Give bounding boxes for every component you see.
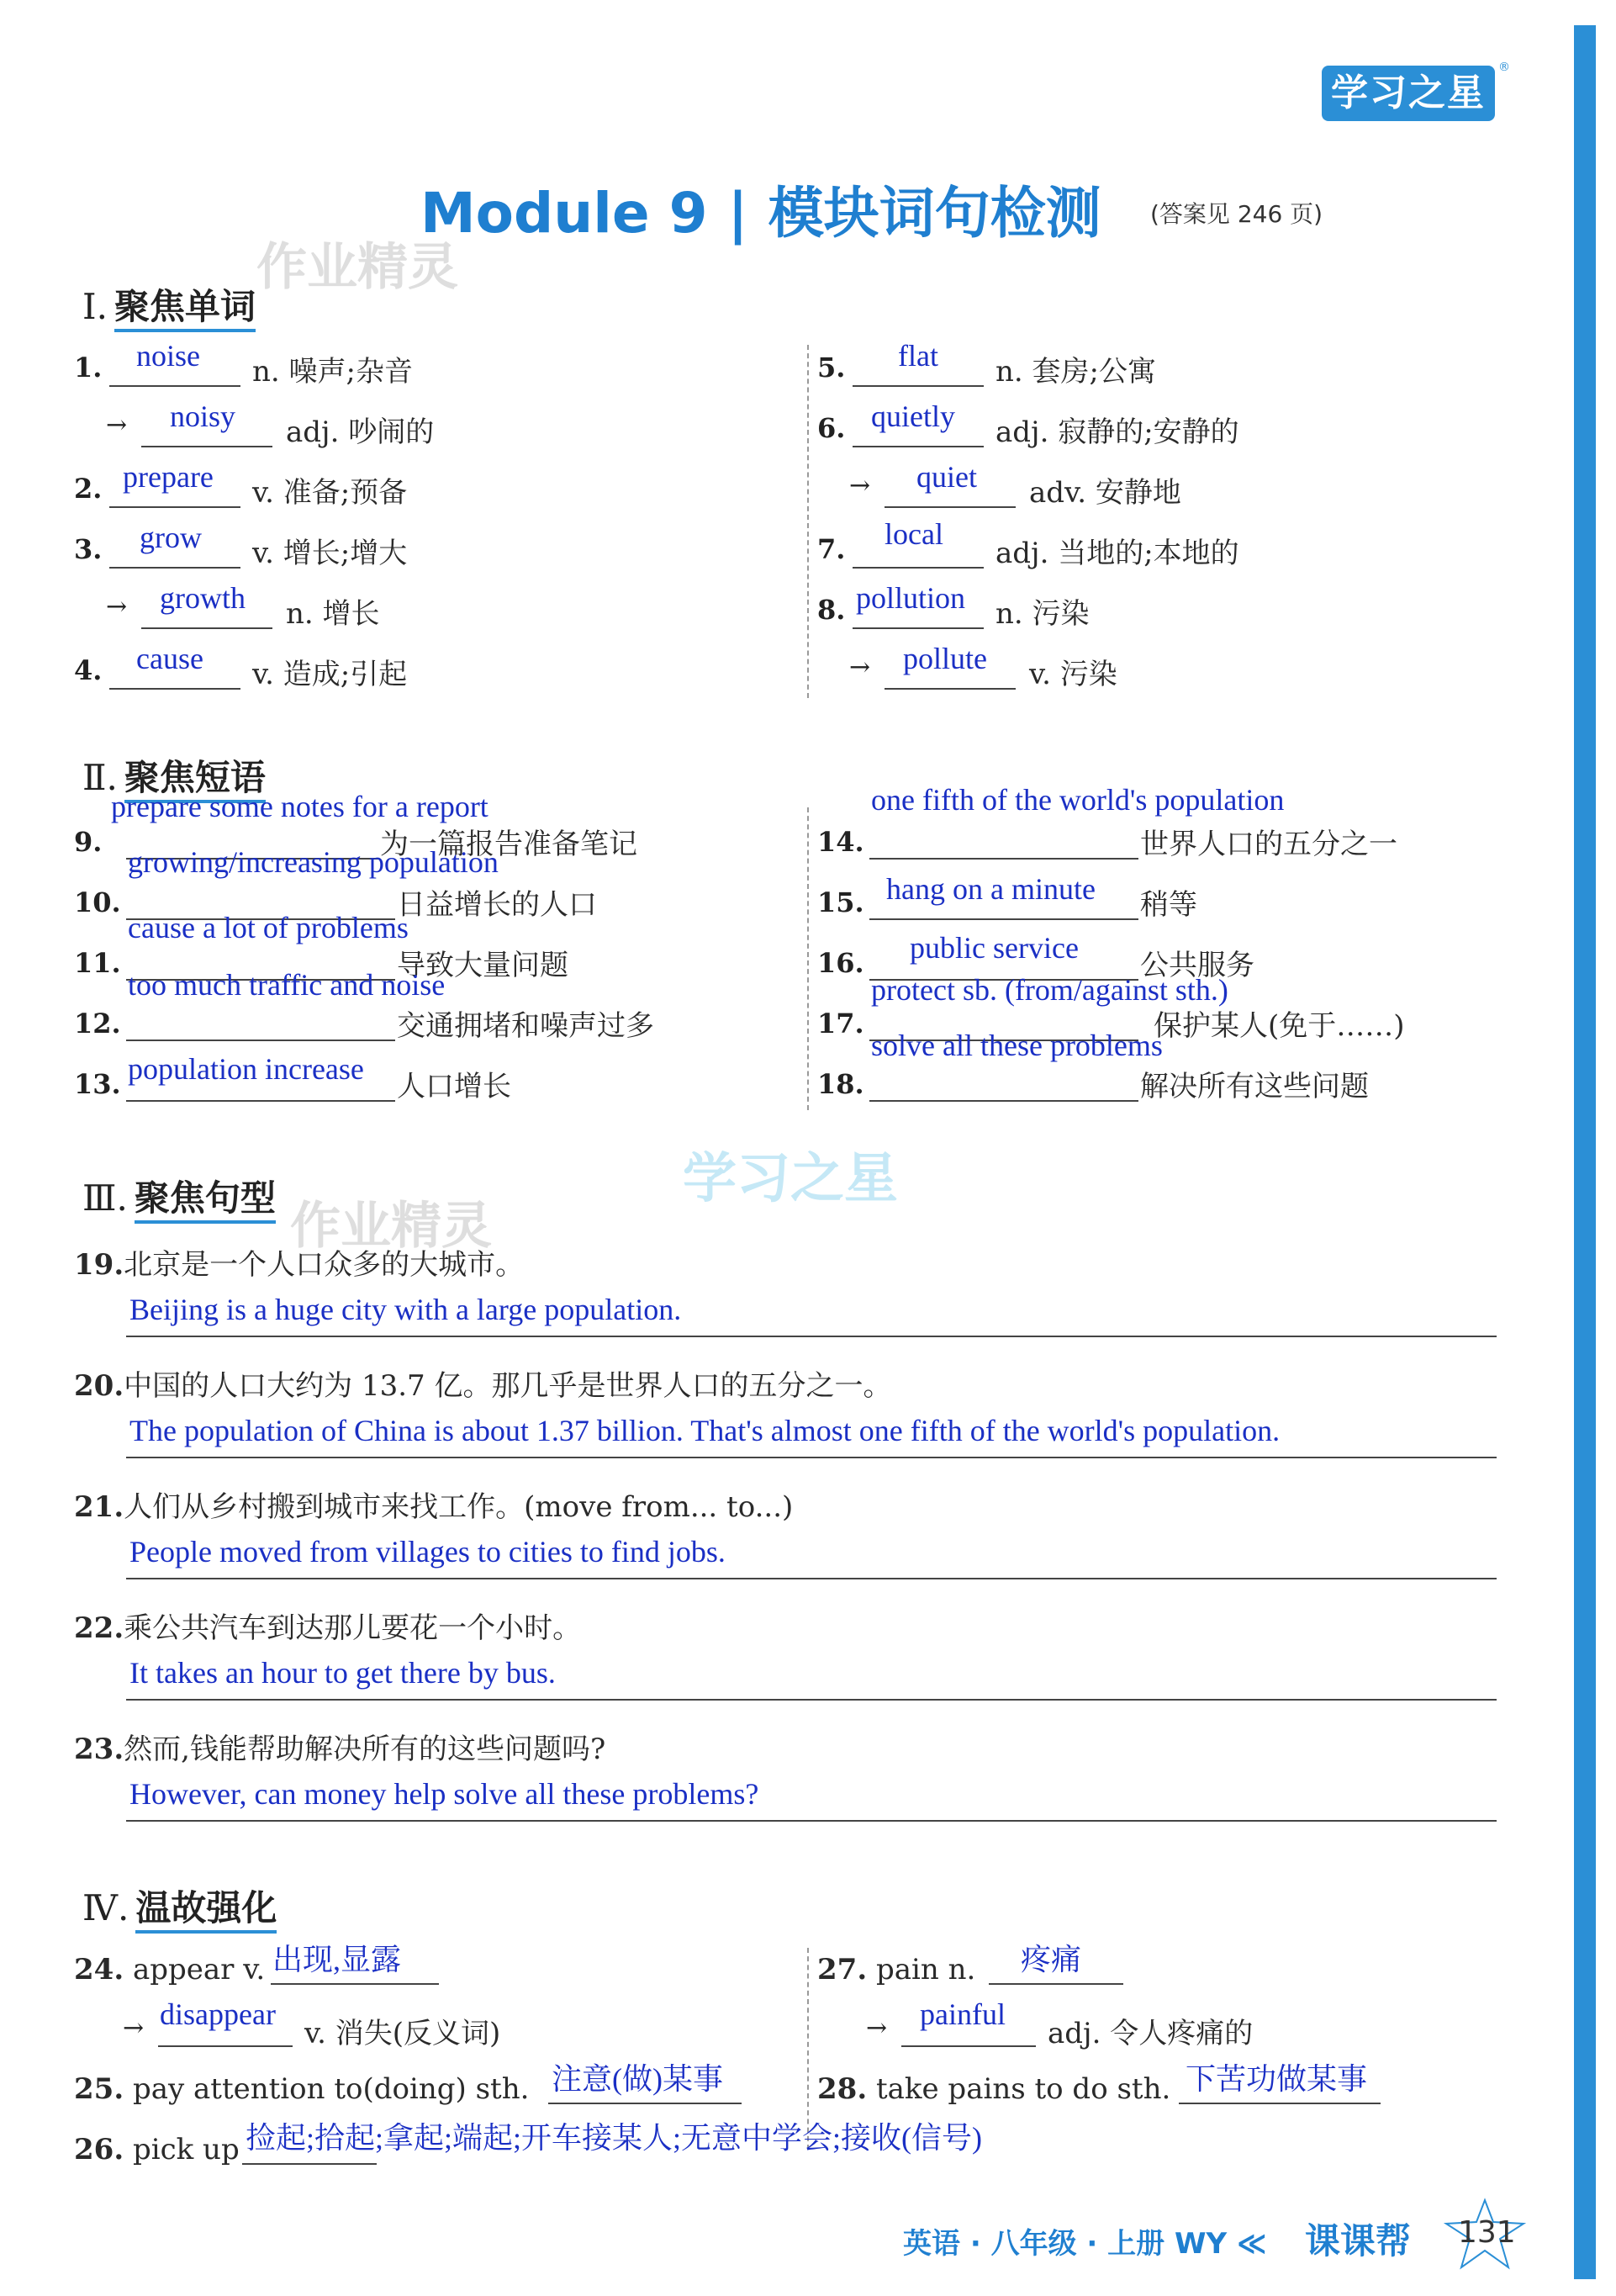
- review-prompt: 24. appear v.: [74, 1953, 266, 1987]
- answer-blank: [271, 1983, 439, 1985]
- item-number: 12.: [74, 1008, 121, 1040]
- definition: 为一篇报告准备笔记: [380, 828, 637, 861]
- watermark-logo: 学习之星: [683, 1148, 898, 1210]
- definition: n. 增长: [286, 597, 380, 631]
- answer-text: prepare some notes for a report: [111, 790, 488, 823]
- definition: 交通拥堵和噪声过多: [397, 1009, 654, 1043]
- item-number: 16.: [817, 947, 864, 979]
- answer-text: 疼痛: [1021, 1943, 1082, 1976]
- definition: v. 消失(反义词): [304, 2017, 501, 2050]
- answer-blank: [869, 1100, 1138, 1102]
- definition: adv. 安静地: [1029, 476, 1181, 510]
- definition: v. 造成;引起: [252, 658, 408, 691]
- definition: n. 污染: [995, 597, 1090, 631]
- answer-text: hang on a minute: [886, 872, 1096, 906]
- definition: adj. 当地的;本地的: [995, 537, 1239, 570]
- answer-blank: [109, 567, 240, 569]
- answer-blank: [141, 446, 272, 447]
- item-number: 10.: [74, 886, 121, 918]
- definition: 人口增长: [397, 1070, 511, 1103]
- definition: adj. 令人疼痛的: [1048, 2017, 1254, 2050]
- page-number-text: 131: [1458, 2215, 1516, 2250]
- arrow-icon: →: [849, 471, 871, 500]
- review-prompt: 25. pay attention to(doing) sth.: [74, 2072, 530, 2106]
- answer-blank: [885, 688, 1016, 690]
- definition: 公共服务: [1140, 949, 1254, 982]
- answer-text: one fifth of the world's population: [871, 783, 1285, 817]
- answer-text: growing/increasing population: [128, 845, 499, 879]
- item-number: 15.: [817, 886, 864, 918]
- arrow-icon: →: [849, 653, 871, 682]
- answer-blank: [989, 1983, 1123, 1985]
- answer-line: [126, 1457, 1497, 1458]
- answer-blank: [901, 2045, 1036, 2047]
- watermark: 作业精灵: [290, 1197, 492, 1256]
- arrow-icon: →: [106, 592, 128, 622]
- answer-text: solve all these problems: [871, 1029, 1163, 1062]
- page-number: [1439, 2197, 1530, 2272]
- registered-mark: ®: [1498, 61, 1510, 74]
- answer-blank: [853, 567, 984, 569]
- item-number: 18.: [817, 1068, 864, 1100]
- answer-text: too much traffic and noise: [128, 968, 446, 1002]
- definition: 世界人口的五分之一: [1140, 828, 1397, 861]
- answer-text: painful: [920, 1997, 1006, 2031]
- answer-blank: [1179, 2103, 1381, 2104]
- item-number: 7.: [817, 533, 846, 565]
- answer-text: protect sb. (from/against sth.): [871, 973, 1228, 1007]
- answer-text: 捡起;拾起;拿起;端起;开车接某人;无意中学会;接收(信号): [246, 2121, 982, 2155]
- section-3-heading: Ⅲ. 聚焦句型: [82, 1171, 276, 1221]
- definition: adj. 寂静的;安静的: [995, 415, 1239, 449]
- answer-text: public service: [910, 931, 1079, 965]
- item-number: 8.: [817, 594, 846, 626]
- answer-blank: [158, 2045, 293, 2047]
- answer-blank: [869, 918, 1138, 920]
- module-label: Module 9: [420, 181, 708, 246]
- answer-text: Beijing is a huge city with a large population.: [129, 1293, 682, 1326]
- item-number: 3.: [74, 533, 103, 565]
- section-1-heading: Ⅰ. 聚焦单词: [82, 279, 256, 330]
- definition: v. 增长;增大: [252, 537, 408, 570]
- answer-text: flat: [898, 339, 938, 373]
- item-number: 14.: [817, 826, 864, 858]
- definition: 稍等: [1140, 888, 1197, 922]
- review-prompt: 27. pain n.: [817, 1953, 976, 1987]
- definition: n. 套房;公寓: [995, 355, 1156, 389]
- footer-brand: 课课帮: [1305, 2220, 1412, 2262]
- answer-text: growth: [160, 581, 246, 615]
- sentence-prompt: 20.中国的人口大约为 13.7 亿。那几乎是世界人口的五分之一。: [74, 1369, 892, 1403]
- answer-text: quiet: [916, 460, 977, 494]
- item-number: 6.: [817, 412, 846, 444]
- item-number: 2.: [74, 473, 103, 505]
- arrow-icon: →: [866, 2013, 888, 2043]
- answer-blank: [853, 627, 984, 629]
- sentence-prompt: 22.乘公共汽车到达那儿要花一个小时。: [74, 1611, 582, 1645]
- item-number: 13.: [74, 1068, 121, 1100]
- section-2-heading: Ⅱ. 聚焦短语: [82, 750, 266, 801]
- answer-text: quietly: [871, 399, 955, 433]
- definition: 保护某人(免于……): [1154, 1009, 1405, 1043]
- answer-blank: [109, 385, 240, 387]
- title-divider: |: [727, 181, 748, 246]
- answer-text: prepare: [123, 460, 214, 494]
- answer-text: The population of China is about 1.37 billion. That's almost one fifth of the world's population.: [129, 1414, 1281, 1447]
- review-prompt: 28. take pains to do sth.: [817, 2072, 1171, 2106]
- section-4-heading: Ⅳ. 温故强化: [82, 1881, 277, 1931]
- item-number: 11.: [74, 947, 121, 979]
- arrow-icon: →: [123, 2013, 145, 2043]
- answer-text: local: [885, 517, 943, 551]
- answer-text: cause a lot of problems: [128, 911, 409, 944]
- page-title: [420, 168, 1101, 248]
- answer-text: 注意(做)某事: [552, 2062, 723, 2096]
- answer-blank: [126, 1100, 395, 1102]
- answer-line: [126, 1578, 1497, 1579]
- answer-text: noise: [136, 339, 200, 373]
- answer-blank: [109, 506, 240, 508]
- column-divider: [807, 345, 809, 698]
- watermark: 作业精灵: [256, 238, 458, 297]
- answer-text: population increase: [128, 1052, 364, 1086]
- answer-line: [126, 1820, 1497, 1822]
- answer-text: 下苦功做某事: [1186, 2062, 1368, 2096]
- definition: v. 准备;预备: [252, 476, 408, 510]
- answer-note: (答案见 246 页): [1150, 200, 1323, 228]
- answer-text: noisy: [170, 399, 236, 433]
- definition: 解决所有这些问题: [1140, 1070, 1369, 1103]
- answer-blank: [242, 2163, 377, 2165]
- side-color-bar: [1574, 25, 1596, 2279]
- answer-blank: [548, 2103, 742, 2104]
- item-number: 9.: [74, 826, 103, 858]
- definition: adj. 吵闹的: [286, 415, 435, 449]
- item-number: 1.: [74, 352, 103, 384]
- logo: 学习之星: [1322, 66, 1495, 121]
- answer-blank: [126, 1040, 395, 1041]
- sentence-prompt: 23.然而,钱能帮助解决所有的这些问题吗?: [74, 1733, 606, 1766]
- review-prompt: 26. pick up: [74, 2133, 240, 2166]
- answer-blank: [109, 688, 240, 690]
- answer-text: cause: [136, 642, 203, 675]
- answer-text: However, can money help solve all these problems?: [129, 1777, 759, 1811]
- answer-line: [126, 1699, 1497, 1701]
- column-divider: [807, 807, 809, 1110]
- definition: v. 污染: [1029, 658, 1117, 691]
- answer-line: [126, 1336, 1497, 1337]
- footer-book-info: 英语 · 八年级 · 上册 WY ≪: [903, 2227, 1267, 2261]
- answer-blank: [885, 506, 1016, 508]
- item-number: 5.: [817, 352, 846, 384]
- definition: n. 噪声;杂音: [252, 355, 413, 389]
- sentence-prompt: 19.北京是一个人口众多的大城市。: [74, 1248, 525, 1282]
- title-text: 模块词句检测: [768, 181, 1101, 246]
- answer-text: pollution: [856, 581, 966, 615]
- answer-text: People moved from villages to cities to find jobs.: [129, 1535, 726, 1569]
- answer-blank: [869, 858, 1138, 860]
- answer-text: pollute: [903, 642, 987, 675]
- answer-text: 出现,显露: [272, 1943, 402, 1976]
- definition: 日益增长的人口: [397, 888, 597, 922]
- answer-text: It takes an hour to get there by bus.: [129, 1656, 556, 1690]
- sentence-prompt: 21.人们从乡村搬到城市来找工作。(move from... to...): [74, 1490, 794, 1524]
- answer-text: disappear: [160, 1997, 276, 2031]
- answer-blank: [853, 446, 984, 447]
- answer-blank: [141, 627, 272, 629]
- arrow-icon: →: [106, 410, 128, 440]
- definition: 导致大量问题: [397, 949, 568, 982]
- item-number: 17.: [817, 1008, 864, 1040]
- answer-text: grow: [140, 521, 202, 554]
- item-number: 4.: [74, 654, 103, 686]
- answer-blank: [853, 385, 984, 387]
